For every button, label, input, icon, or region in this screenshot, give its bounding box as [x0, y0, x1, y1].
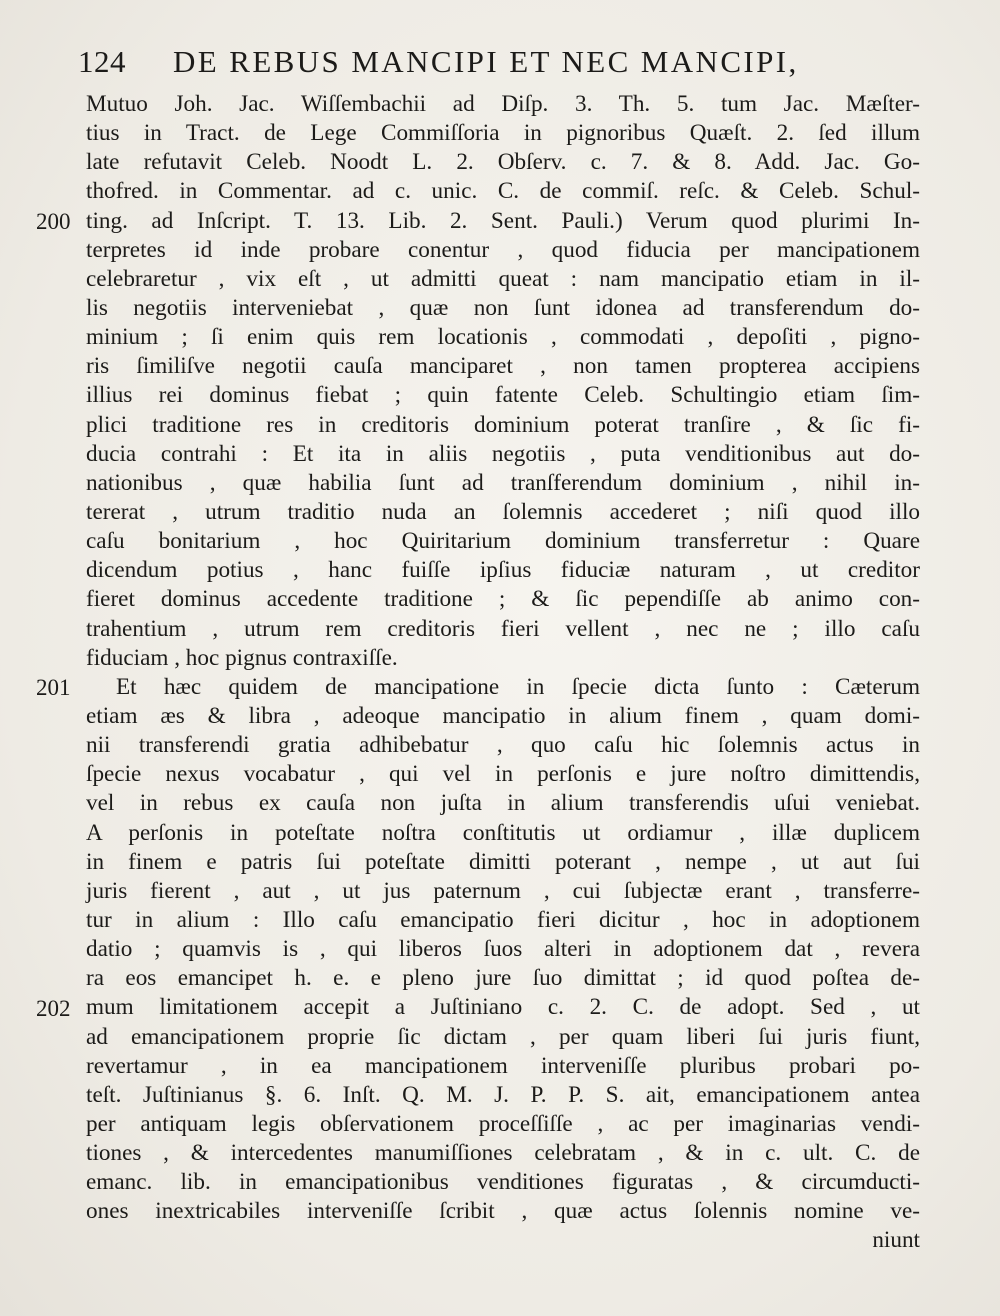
margin-number: 200 — [36, 208, 71, 234]
text-line: dicendum potius , hanc fuiſſe ipſius fiduciæ naturam , ut creditor — [86, 557, 920, 584]
text-line: caſu bonitarium , hoc Quiritarium dominium transferretur : Quare — [86, 528, 920, 555]
text-line: tur in alium : Illo caſu emancipatio fieri dicitur , hoc in adoptionem — [86, 906, 920, 933]
text-line: niunt — [872, 1227, 920, 1254]
text-line: plici traditione res in creditoris dominium poterat tranſire , & ſic fi- — [86, 411, 920, 438]
text-line: revertamur , in ea mancipationem interveniſſe pluribus probari po- — [86, 1052, 920, 1079]
text-line: datio ; quamvis is , qui liberos ſuos alteri in adoptionem dat , revera — [86, 936, 920, 963]
text-line: Et hæc quidem de mancipatione in ſpecie dicta ſunto : Cæterum — [116, 673, 920, 700]
text-line: nationibus , quæ habilia ſunt ad tranſferendum dominium , nihil in- — [86, 469, 920, 496]
text-line: fieret dominus accedente traditione ; & ſic pependiſſe ab animo con- — [86, 586, 920, 613]
text-line: celebraretur , vix eſt , ut admitti queat : nam mancipatio etiam in il- — [86, 265, 920, 292]
text-line: vel in rebus ex cauſa non juſta in alium transferendis uſui veniebat. — [86, 790, 920, 817]
text-line: nii transferendi gratia adhibebatur , quo caſu hic ſolemnis actus in — [86, 732, 920, 759]
text-line: trahentium , utrum rem creditoris fieri vellent , nec ne ; illo caſu — [86, 615, 920, 642]
text-line: illius rei dominus fiebat ; quin fatente Celeb. Schultingio etiam ſim- — [86, 382, 920, 409]
margin-number: 201 — [36, 675, 71, 700]
text-line: etiam æs & libra , adeoque mancipatio in alium finem , quam domi- — [86, 702, 920, 729]
text-line: juris fierent , aut , ut jus paternum , cui ſubjectæ erant , transferre- — [86, 877, 920, 904]
text-line: A perſonis in poteſtate noſtra conſtitutis ut ordiamur , illæ duplicem — [86, 819, 920, 846]
text-line: Mutuo Joh. Jac. Wiſſembachii ad Diſp. 3. Th. 5. tum Jac. Mæſter- — [86, 91, 920, 117]
running-head: DE REBUS MANCIPI ET NEC MANCIPI, — [173, 44, 799, 79]
text-line: ones inextricabiles interveniſſe ſcribit , quæ actus ſolennis nomine ve- — [86, 1198, 920, 1225]
text-line: tius in Tract. de Lege Commiſſoria in pignoribus Quæſt. 2. ſed illum — [86, 120, 920, 147]
page-number: 124 — [78, 44, 126, 79]
text-line: ris ſimiliſve negotii cauſa manciparet , non tamen propterea accipiens — [86, 353, 920, 380]
text-line: ad emancipationem proprie ſic dictam , per quam liberi ſui juris fiunt, — [86, 1023, 920, 1050]
text-line: ſpecie nexus vocabatur , qui vel in perſonis e jure noſtro dimittendis, — [86, 761, 920, 788]
text-line: ting. ad Inſcript. T. 13. Lib. 2. Sent. Pauli.) Verum quod plurimi In- — [86, 207, 920, 234]
text-line: tiones , & intercedentes manumiſſiones celebratam , & in c. ult. C. de — [86, 1140, 920, 1167]
text-line: late refutavit Celeb. Noodt L. 2. Obſerv. c. 7. & 8. Add. Jac. Go- — [86, 149, 920, 176]
text-line: minium ; ſi enim quis rem locationis , commodati , depoſiti , pigno- — [86, 324, 920, 351]
text-line: in finem e patris ſui poteſtate dimitti poterant , nempe , ut aut ſui — [86, 848, 920, 875]
text-line: ducia contrahi : Et ita in aliis negotiis , puta venditionibus aut do- — [86, 440, 920, 467]
text-line: terpretes id inde probare conentur , quod fiducia per mancipationem — [86, 236, 920, 263]
text-line: per antiquam legis obſervationem proceſſiſſe , ac per imaginarias vendi- — [86, 1110, 920, 1137]
page-header — [78, 44, 978, 84]
text-line: emanc. lib. in emancipationibus venditiones figuratas , & circumducti- — [86, 1169, 920, 1196]
text-line: tererat , utrum traditio nuda an ſolemnis accederet ; niſi quod illo — [86, 498, 920, 525]
margin-number: 202 — [36, 995, 71, 1021]
body-text — [86, 90, 920, 1256]
text-line: fiduciam , hoc pignus contraxiſſe. — [86, 644, 398, 671]
text-line: thofred. in Commentar. ad c. unic. C. de commiſ. reſc. & Celeb. Schul- — [86, 178, 920, 205]
text-line: ra eos emancipet h. e. e pleno jure ſuo dimittat ; id quod poſtea de- — [86, 965, 920, 992]
text-line: mum limitationem accepit a Juſtiniano c. 2. C. de adopt. Sed , ut — [86, 994, 920, 1021]
text-line: teſt. Juſtinianus §. 6. Inſt. Q. M. J. P. P. S. ait, emancipationem antea — [86, 1081, 920, 1108]
text-line: lis negotiis interveniebat , quæ non ſunt idonea ad transferendum do- — [86, 294, 920, 321]
